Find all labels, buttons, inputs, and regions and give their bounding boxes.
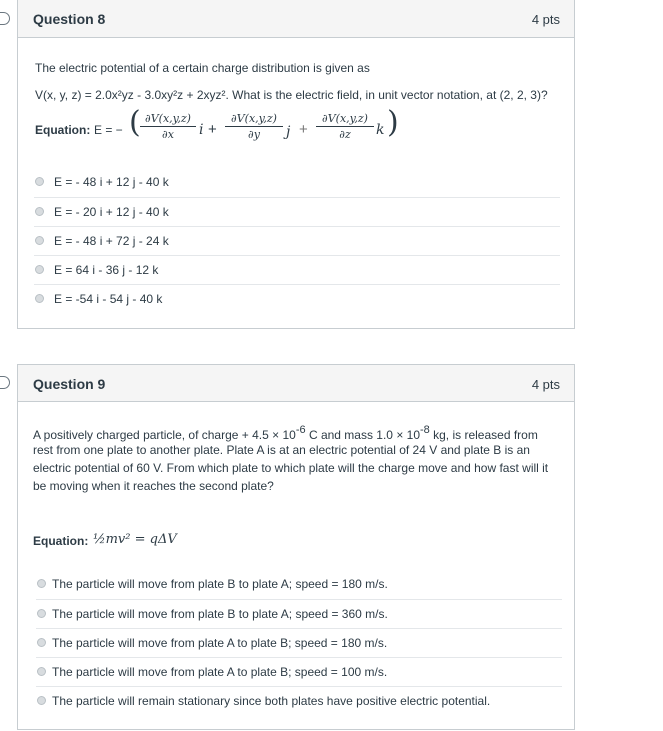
- question-8-text-line2: V(x, y, z) = 2.0x²yz - 3.0xy²z + 2xyz². What is the electric field, in unit vector notation, at (2, 2, 3)?: [35, 88, 548, 102]
- answer-option-label: The particle will move from plate A to plate B; speed = 100 m/s.: [52, 665, 388, 679]
- partial-x-fraction: ∂V(x,y,z) ∂x: [140, 112, 196, 141]
- unit-vector-j: j: [286, 124, 291, 140]
- partial-y-fraction: ∂V(x,y,z) ∂y: [225, 112, 283, 141]
- answer-option-label: E = - 48 i + 12 j - 40 k: [54, 175, 169, 189]
- answer-option-label: E = - 48 i + 72 j - 24 k: [54, 234, 169, 248]
- question-8-card: [17, 0, 575, 329]
- question-9-text-line1: A positively charged particle, of charge + 4.5 × 10-6 C and mass 1.0 × 10-8 kg, is released from: [33, 424, 538, 442]
- equation-label: Equation:: [33, 534, 89, 548]
- answer-option[interactable]: [34, 197, 560, 226]
- radio-button[interactable]: [35, 265, 44, 274]
- answer-option[interactable]: [36, 599, 562, 628]
- unit-vector-k: k: [376, 122, 385, 138]
- radio-button[interactable]: [35, 177, 44, 186]
- radio-button[interactable]: [37, 579, 46, 588]
- question-9-text-line4: be moving when it reaches the second plate?: [33, 479, 274, 493]
- question-9-text-line2: rest from one plate to another plate. Plate A is at an electric potential of 24 V and plate B is an: [33, 443, 530, 457]
- question-9-header: [18, 365, 574, 402]
- radio-button[interactable]: [37, 696, 46, 705]
- question-8-header: [18, 0, 574, 38]
- answer-option-label: The particle will remain stationary since both plates have positive electric potential.: [52, 694, 491, 708]
- question-9-text-line3: electric potential of 60 V. From which plate to which plate will the charge move and how fast will it: [33, 461, 549, 475]
- equation-formula: ½mv² = qΔV: [93, 532, 177, 547]
- question-8-text-line1: The electric potential of a certain charge distribution is given as: [35, 61, 370, 75]
- unit-vector-i: i: [199, 122, 204, 138]
- radio-button[interactable]: [35, 236, 44, 245]
- plus-sign: +: [299, 121, 308, 138]
- partial-z-fraction: ∂V(x,y,z) ∂z: [316, 112, 374, 141]
- answer-option[interactable]: [34, 168, 560, 197]
- answer-option[interactable]: [36, 570, 562, 599]
- equation-lhs: E = −: [94, 123, 123, 137]
- equation-label: Equation:: [35, 123, 91, 137]
- question-9-points: 4 pts: [531, 377, 560, 392]
- answer-option-label: The particle will move from plate B to plate A; speed = 360 m/s.: [52, 607, 388, 621]
- answer-option-label: E = 64 i - 36 j - 12 k: [54, 263, 159, 277]
- answer-option[interactable]: [36, 686, 562, 715]
- radio-button[interactable]: [37, 609, 46, 618]
- radio-button[interactable]: [37, 638, 46, 647]
- radio-button[interactable]: [35, 207, 44, 216]
- flag-question-icon[interactable]: [0, 376, 10, 389]
- open-paren: (: [129, 105, 141, 140]
- answer-option[interactable]: [36, 657, 562, 686]
- question-9-title: Question 9: [33, 376, 106, 392]
- question-8-points: 4 pts: [531, 12, 560, 27]
- close-paren: ): [387, 105, 399, 140]
- flag-question-icon[interactable]: [0, 12, 10, 25]
- answer-option[interactable]: [34, 226, 560, 255]
- question-9-card: [17, 364, 575, 730]
- answer-option-label: The particle will move from plate B to plate A; speed = 180 m/s.: [52, 577, 388, 591]
- answer-option[interactable]: [36, 628, 562, 657]
- question-8-title: Question 8: [33, 11, 106, 27]
- answer-option-label: The particle will move from plate A to plate B; speed = 180 m/s.: [52, 636, 388, 650]
- answer-option-label: E = - 20 i + 12 j - 40 k: [54, 205, 169, 219]
- answer-option[interactable]: [34, 284, 560, 313]
- plus-sign: +: [208, 121, 217, 138]
- radio-button[interactable]: [35, 294, 44, 303]
- answer-option-label: E = -54 i - 54 j - 40 k: [54, 292, 163, 306]
- answer-option[interactable]: [34, 255, 560, 284]
- radio-button[interactable]: [37, 667, 46, 676]
